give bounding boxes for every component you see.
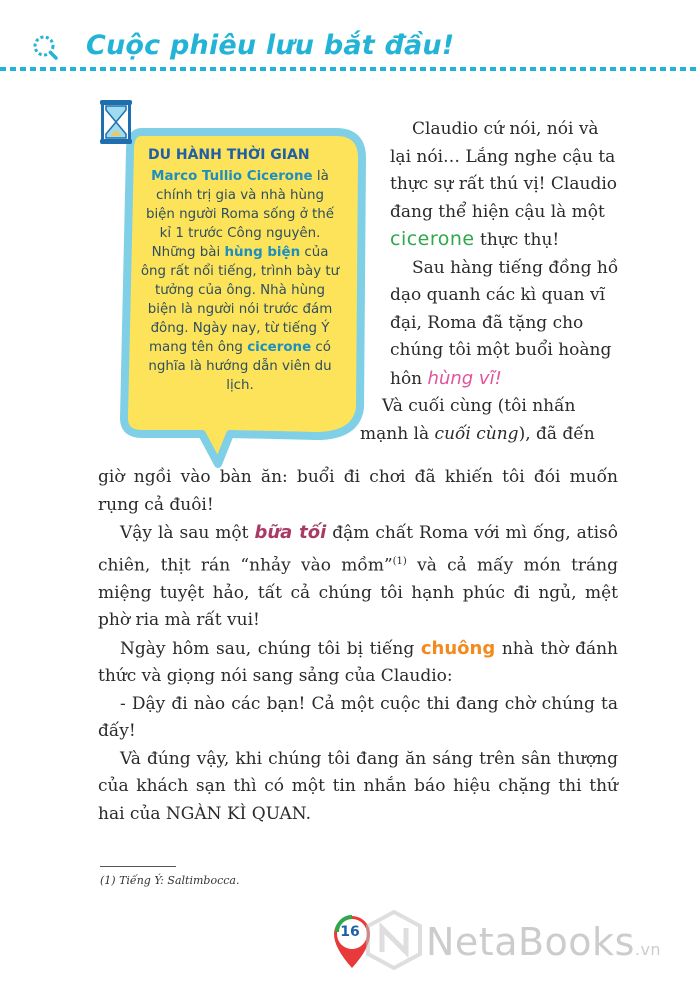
text: thực thụ!: [474, 230, 560, 250]
paragraph-5: [98, 635, 618, 691]
magnifier-icon: [32, 34, 58, 60]
watermark-suffix: .vn: [634, 940, 662, 959]
text: Ngày hôm sau, chúng tôi bị tiếng: [120, 638, 421, 659]
highlight-hung-bien: hùng biện: [224, 245, 301, 260]
sidebar-body: [140, 167, 340, 395]
text: Và cuối cùng (tôi nhấn mạnh là: [360, 396, 576, 444]
hourglass-icon: [98, 98, 134, 146]
paragraph-1: [390, 116, 620, 255]
footnote-divider: [100, 866, 176, 867]
emphasis: cuối cùng: [434, 423, 519, 444]
netabooks-logo-icon: [364, 910, 424, 970]
word-cicerone: cicerone: [390, 228, 475, 250]
watermark-text: NetaBooks: [426, 920, 635, 964]
footnote-ref: (1): [392, 555, 407, 567]
text: ), đã đến: [518, 423, 595, 444]
paragraph-3-cont: giờ ngồi vào bàn ăn: buổi đi chơi đã khiến tôi đói muốn rụng cả đuôi!: [98, 467, 618, 515]
dotted-divider: [0, 66, 700, 72]
sidebar-text-1: là chính trị gia và nhà hùng biện người Roma sống ở thế kỉ 1 trước Công nguyên. Những bài: [145, 169, 335, 260]
word-bua-toi: bữa tối: [254, 522, 327, 543]
paragraph-4: [98, 519, 618, 635]
text: Sau hàng tiếng đồng hồ dạo quanh các kì quan vĩ đại, Roma đã tặng cho chúng tôi một buổi hoàng hôn: [390, 257, 619, 389]
sidebar-text: [140, 146, 340, 395]
paragraph-3-start: [360, 393, 620, 448]
chapter-title: Cuộc phiêu lưu bắt đầu!: [86, 30, 455, 61]
sidebar-text-2: của ông rất nổi tiếng, trình bày tư tưởng của ông. Nhà hùng biện là người nói trước đám đông. Ngày nay, từ tiếng Ý mang tên ông: [140, 245, 340, 355]
body-right-column: [360, 116, 620, 448]
text: nhà thờ đánh thức và giọng nói sang sảng của Claudio:: [98, 638, 618, 687]
word-hung-vi: hùng vĩ!: [427, 367, 502, 389]
sidebar-text-3: có nghĩa là hướng dẫn viên du lịch.: [148, 340, 332, 393]
highlight-name: Marco Tullio Cicerone: [151, 169, 313, 184]
text: và cả mấy món tráng miệng tuyệt hảo, tất cả chúng tôi hạnh phúc đi ngủ, mệt phờ ria mà rất vui!: [98, 555, 618, 631]
sidebar-title: DU HÀNH THỜI GIAN: [148, 147, 310, 163]
page-header: [0, 0, 700, 80]
page-number: 16: [340, 924, 360, 940]
paragraph-6: - Dậy đi nào các bạn! Cả một cuộc thi đang chờ chúng ta đấy!: [98, 693, 618, 742]
text: Claudio cứ nói, nói và lại nói… Lắng nghe cậu ta thực sự rất thú vị! Claudio đang thể hiện cậu là một: [390, 119, 618, 222]
paragraph-7: Và đúng vậy, khi chúng tôi đang ăn sáng trên sân thượng của khách sạn thì có một tin nhắn báo hiệu chặng thi thứ hai của NGÀN KÌ QUAN.: [98, 748, 618, 824]
footnote: (1) Tiếng Ý: Saltimbocca.: [100, 874, 240, 887]
text: Vậy là sau một: [120, 523, 255, 543]
paragraph-2: [390, 255, 620, 394]
highlight-cicerone: cicerone: [247, 340, 312, 355]
body-full-width: [98, 464, 618, 828]
watermark: [426, 920, 661, 964]
text: đậm chất Roma với mì ống, atisô chiên, thịt rán “nhảy vào mồm”: [98, 523, 619, 576]
word-chuong: chuông: [420, 637, 496, 659]
